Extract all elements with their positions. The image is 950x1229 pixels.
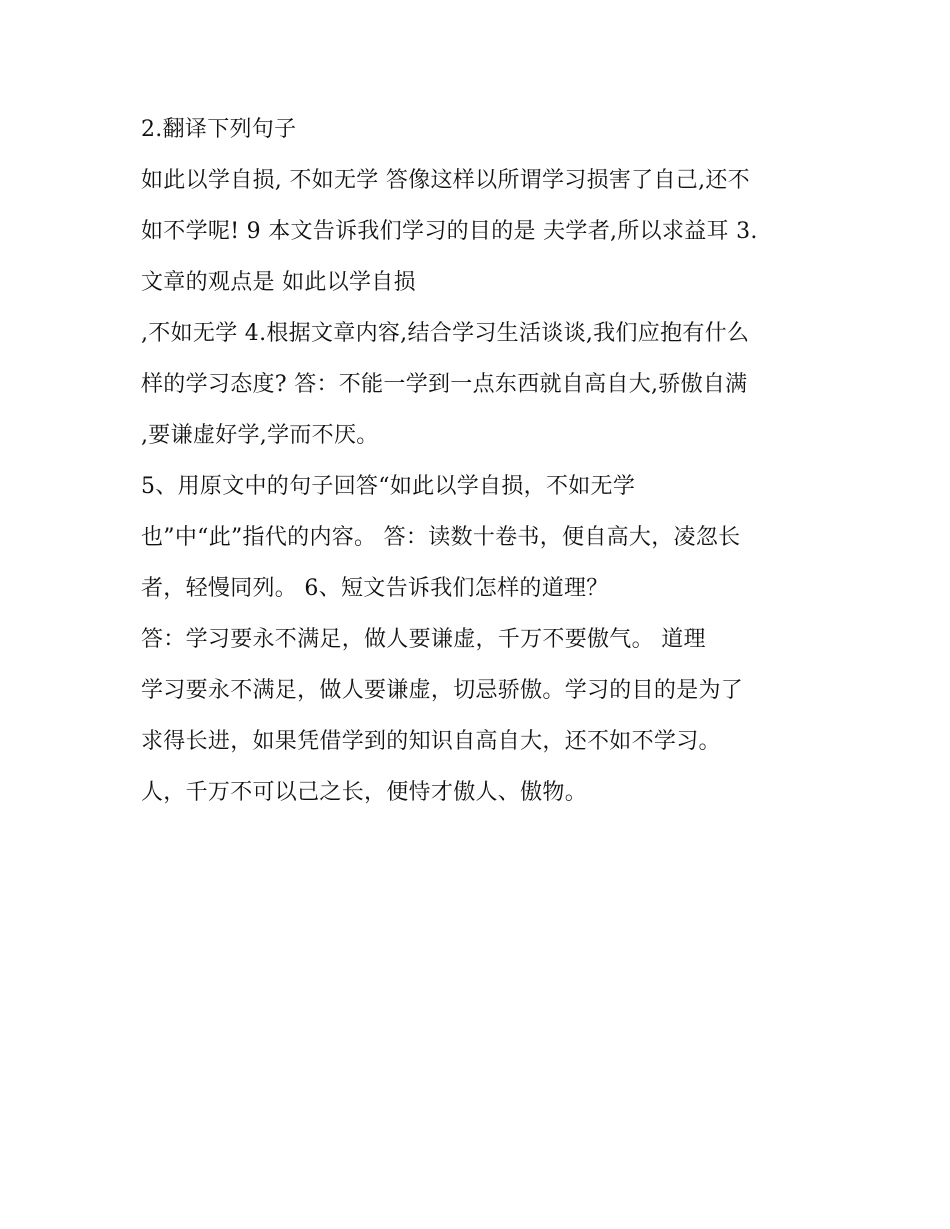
text-line: 也”中“此”指代的内容。 答：读数十卷书，便自高大，凌忽长: [141, 525, 741, 550]
text-line: 文章的观点是 如此以学自损: [141, 270, 416, 295]
text-line: 2.翻译下列句子: [141, 117, 297, 142]
text-line: 学习要永不满足，做人要谦虚，切忌骄傲。学习的目的是为了: [141, 678, 744, 703]
text-line: 者，轻慢同列。 6、短文告诉我们怎样的道理？: [141, 576, 609, 601]
text-line: ,要谦虚好学,学而不厌。: [141, 423, 379, 448]
document-body: [141, 110, 821, 824]
text-line: 如此以学自损, 不如无学 答像这样以所谓学习损害了自己,还不: [141, 168, 750, 193]
text-line: 5、用原文中的句子回答“如此以学自损，不如无学: [141, 474, 636, 499]
text-line: 求得长进，如果凭借学到的知识自高自大，还不如不学习。: [141, 729, 721, 754]
text-line: 样的学习态度? 答：不能一学到一点东西就自高自大,骄傲自满: [141, 372, 748, 397]
text-line: ,不如无学 4.根据文章内容,结合学习生活谈谈,我们应抱有什么: [141, 321, 750, 346]
text-line: 答：学习要永不满足，做人要谦虚，千万不要傲气。 道理: [141, 627, 706, 652]
text-line: 人，千万不可以己之长，便恃才傲人、傲物。: [141, 780, 588, 805]
text-line: 如不学呢! 9 本文告诉我们学习的目的是 夫学者,所以求益耳 3.: [141, 219, 758, 244]
